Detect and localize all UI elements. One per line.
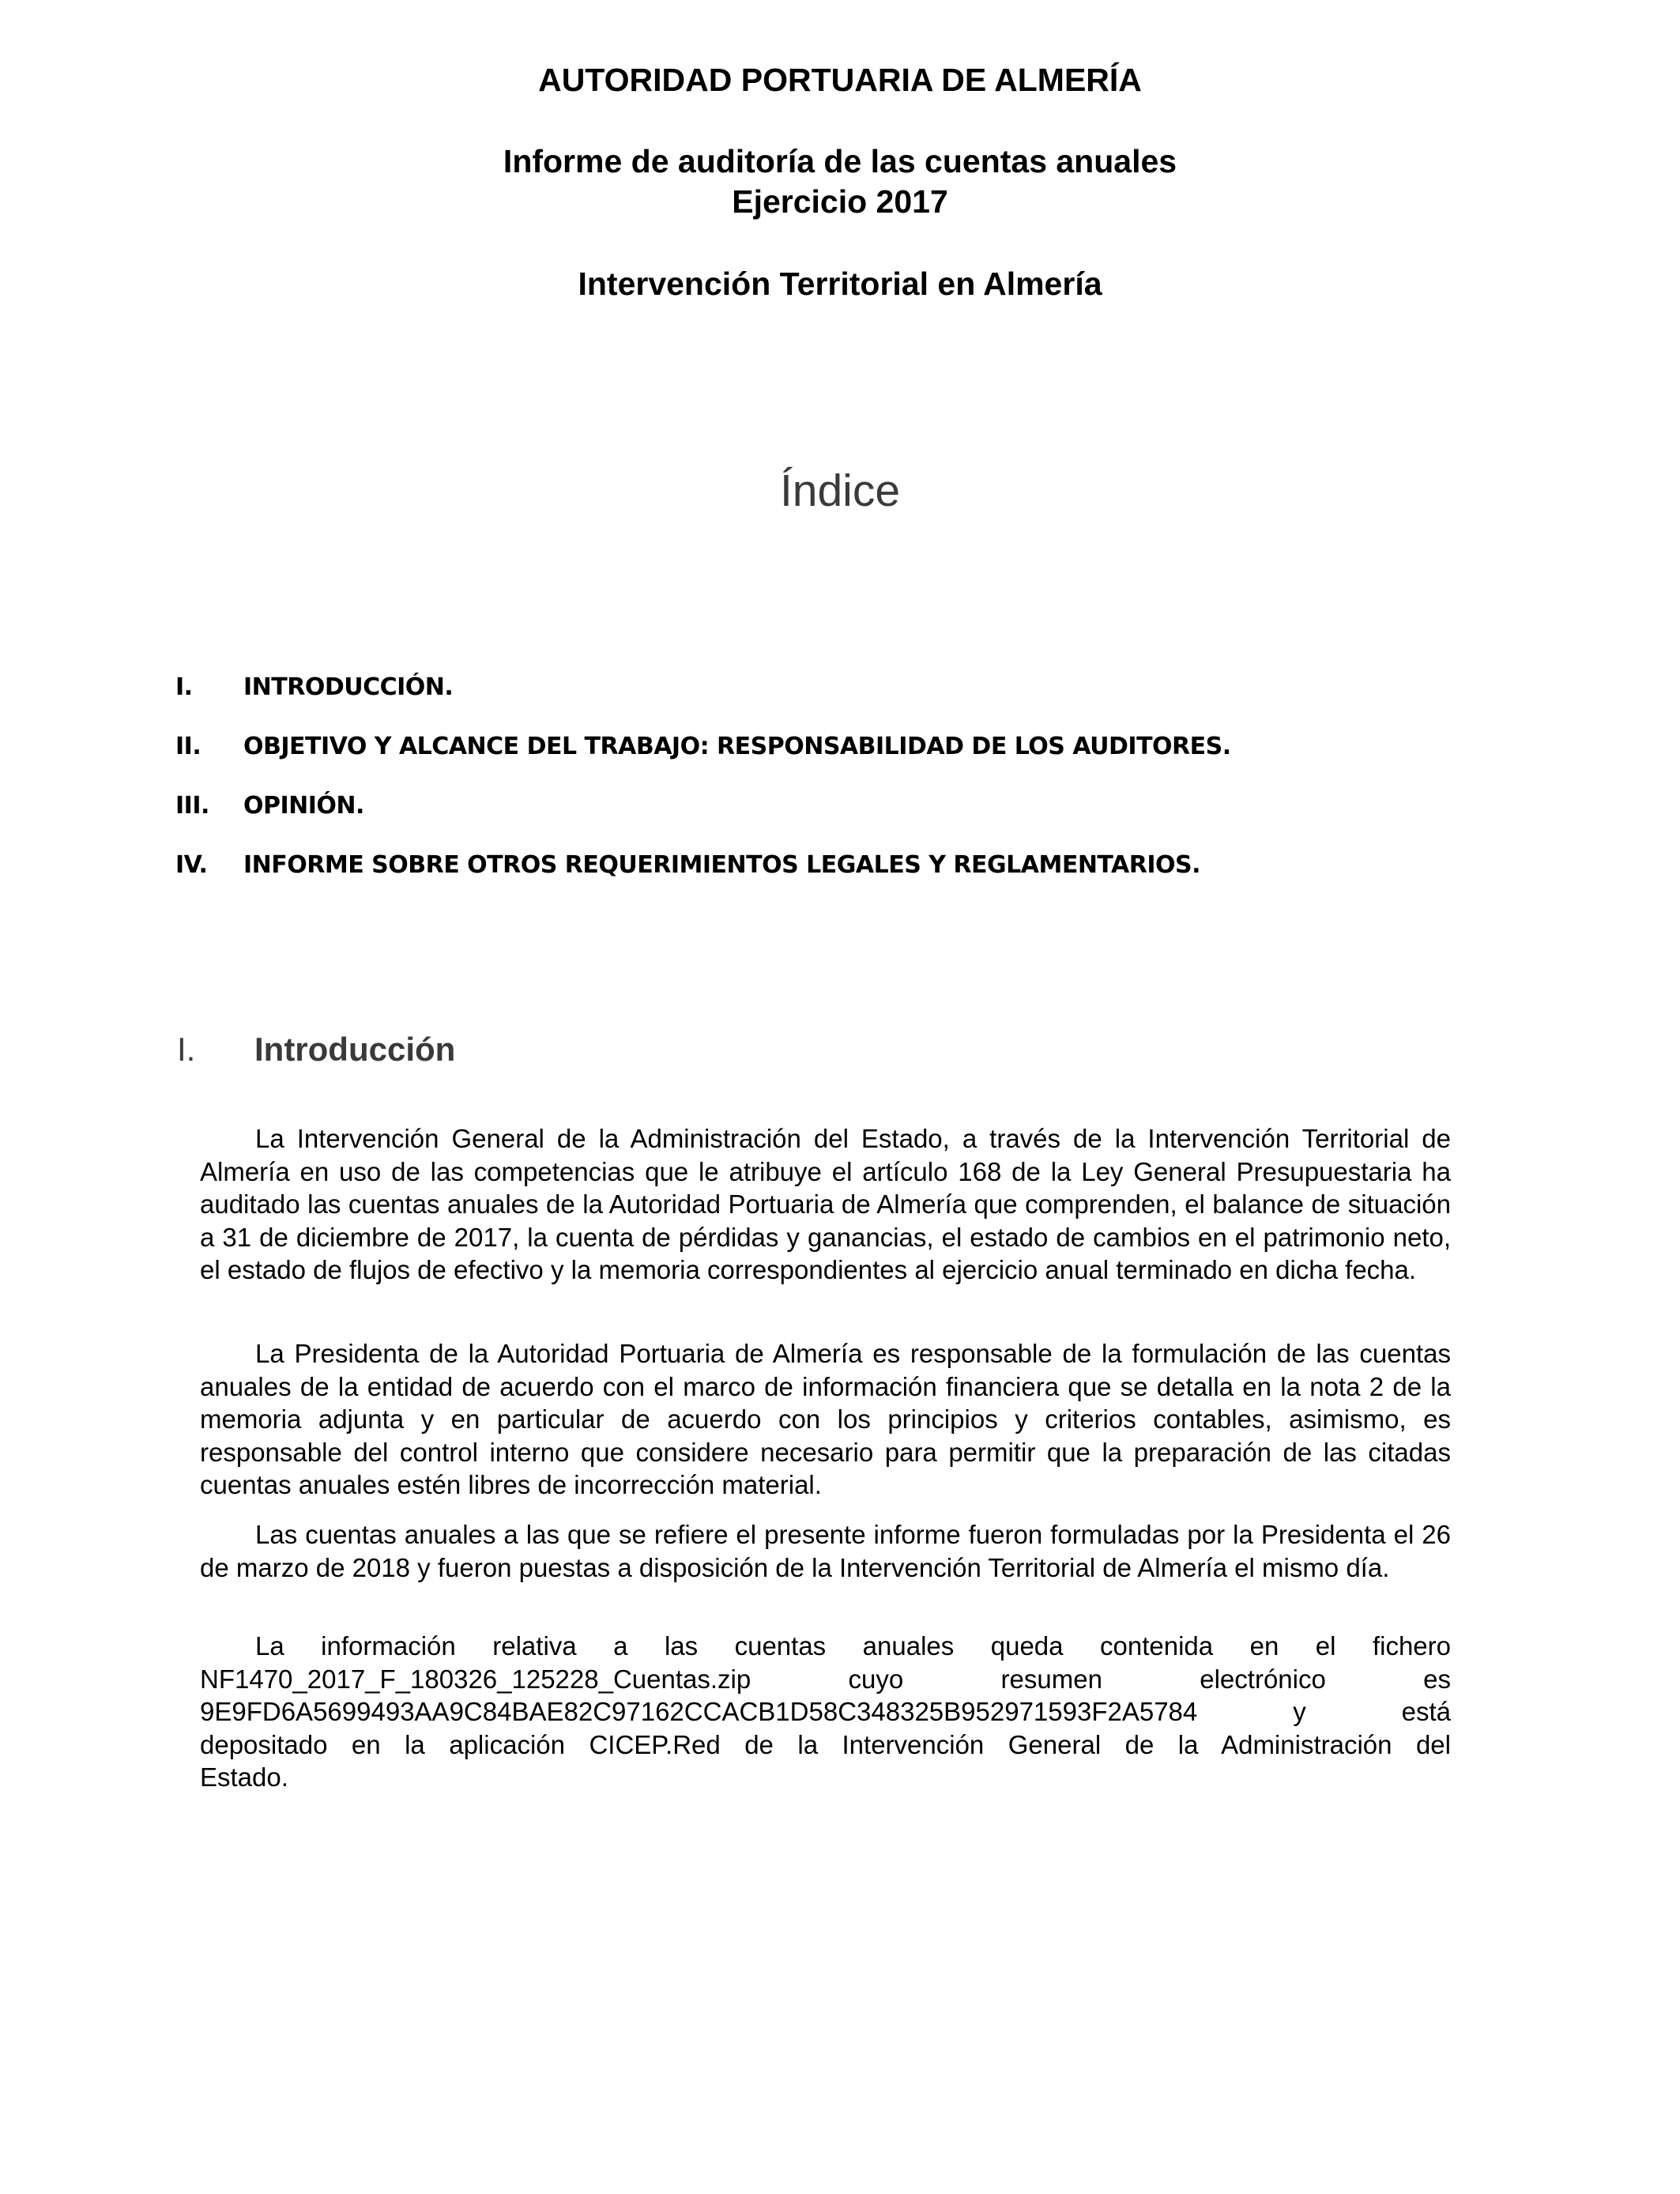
report-title: Informe de auditoría de las cuentas anuales bbox=[503, 143, 1177, 179]
index-title: Índice bbox=[779, 466, 901, 516]
toc-item-number: I. bbox=[175, 673, 193, 701]
toc-item-objetivo bbox=[175, 733, 1519, 792]
intervencion-title: Intervención Territorial en Almería bbox=[578, 266, 1102, 302]
paragraph-intro: La Intervención General de la Administración del Estado, a través de la Intervención Territorial de Almería en uso de las competencias que le atribuye el artículo 168 de la Ley General Presupuestaria ha auditado las cuentas anuales de la Autoridad Portuaria de Almería que comprenden, el balance de situación a 31 de diciembre de 2017, la cuenta de pérdidas y ganancias, el estado de cambios en el patrimonio neto, el estado de flujos de efectivo y la memoria correspondientes al ejercicio anual terminado en dicha fecha. bbox=[200, 1124, 1451, 1284]
section-number: I. bbox=[177, 1031, 196, 1068]
toc-item-number: III. bbox=[175, 792, 209, 820]
paragraph-formulacion: Las cuentas anuales a las que se refiere el presente informe fueron formuladas por la Presidenta el 26 de marzo de 2018 y fueron puestas a disposición de la Intervención Territorial de Almería el mismo día. bbox=[200, 1520, 1451, 1582]
toc-item-label: INFORME SOBRE OTROS REQUERIMIENTOS LEGALES Y REGLAMENTARIOS. bbox=[243, 851, 1201, 879]
paragraph-line: depositado en la aplicación CICEP.Red de la Intervención General de la Administración del bbox=[200, 1729, 1451, 1759]
paragraph-line: 9E9FD6A5699493AA9C84BAE82C97162CCACB1D58C348325B952971593F2A5784 y está bbox=[200, 1697, 1451, 1726]
paragraph-responsabilidad: La Presidenta de la Autoridad Portuaria de Almería es responsable de la formulación de las cuentas anuales de la entidad de acuerdo con el marco de información financiera que se detalla en la nota 2 de la memoria adjunta y en particular de acuerdo con los principios y criterios contables, asimismo, es responsable del control interno que considere necesario para permitir que la preparación de las citadas cuentas anuales estén libres de incorrección material. bbox=[200, 1339, 1451, 1499]
toc-item-label: INTRODUCCIÓN. bbox=[243, 673, 454, 701]
toc-item-opinion bbox=[175, 792, 1519, 851]
toc-item-number: II. bbox=[175, 733, 202, 760]
report-year: Ejercicio 2017 bbox=[732, 183, 948, 220]
paragraph-line: Estado. bbox=[200, 1762, 288, 1792]
section-title: Introducción bbox=[254, 1031, 456, 1068]
organization-title: AUTORIDAD PORTUARIA DE ALMERÍA bbox=[538, 62, 1142, 98]
toc-item-introduccion bbox=[175, 673, 1519, 733]
toc-item-informe bbox=[175, 851, 1519, 910]
paragraph-line: La información relativa a las cuentas anuales queda contenida en el fichero bbox=[255, 1631, 1451, 1661]
paragraph-fichero bbox=[200, 1630, 1451, 1794]
toc-item-label: OPINIÓN. bbox=[243, 792, 364, 820]
table-of-contents bbox=[175, 673, 1519, 910]
paragraph-line: NF1470_2017_F_180326_125228_Cuentas.zip cuyo resumen electrónico es bbox=[200, 1664, 1451, 1694]
toc-item-label: OBJETIVO Y ALCANCE DEL TRABAJO: RESPONSABILIDAD DE LOS AUDITORES. bbox=[243, 733, 1231, 760]
toc-item-number: IV. bbox=[175, 851, 208, 879]
